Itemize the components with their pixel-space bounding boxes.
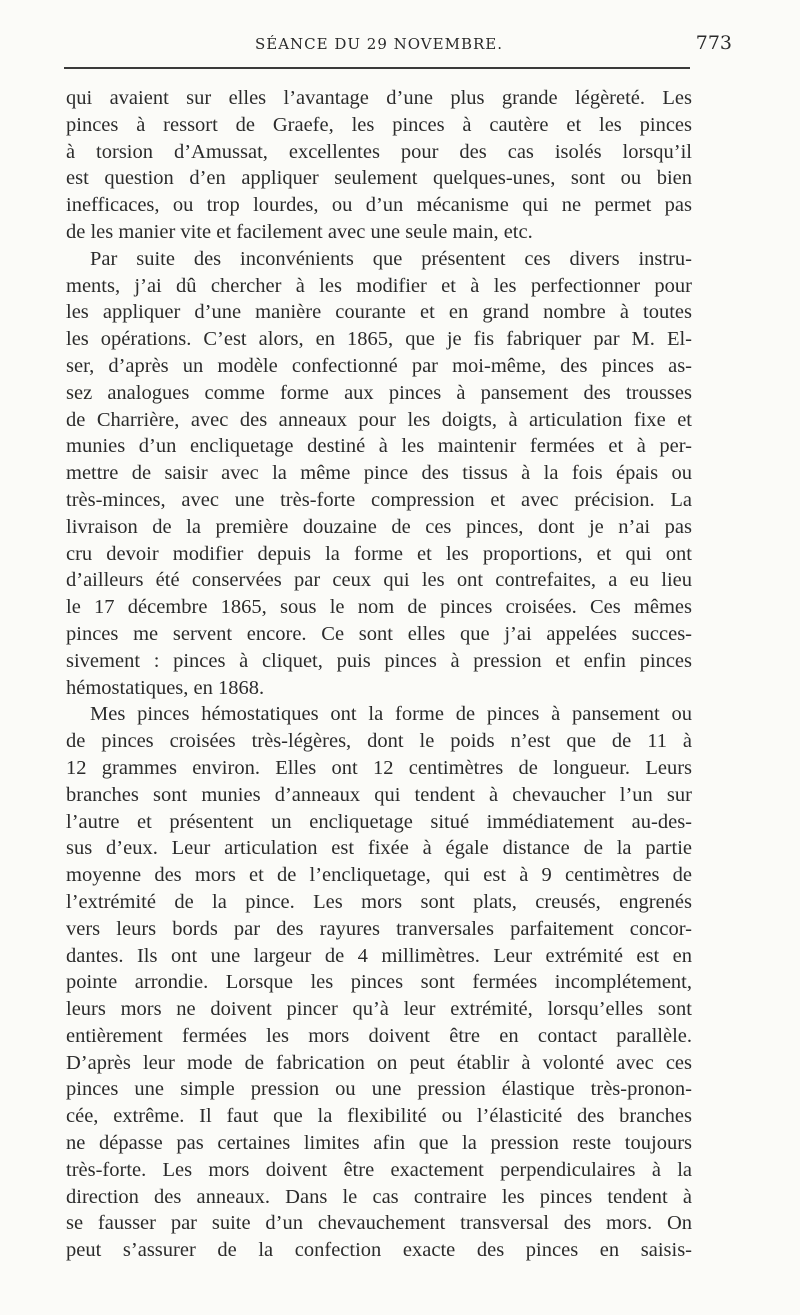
text-line: les opérations. C’est alors, en 1865, que je fis fabriquer par M. El- xyxy=(66,328,692,351)
text-line: ser, d’après un modèle confectionné par moi-même, des pinces as- xyxy=(66,354,692,377)
header-rule xyxy=(64,67,690,69)
text-line: inefficaces, ou trop lourdes, ou d’un mécanisme qui ne permet pas xyxy=(66,194,692,217)
text-line: à torsion d’Amussat, excellentes pour des cas isolés lorsqu’il xyxy=(66,140,692,163)
text-line: Par suite des inconvénients que présentent ces divers instru- xyxy=(90,247,692,270)
running-title: SÉANCE DU 29 NOVEMBRE. xyxy=(254,35,503,53)
text-line: cru devoir modifier depuis la forme et les proportions, et qui ont xyxy=(66,542,692,565)
paragraph xyxy=(66,85,692,246)
text-line: 12 grammes environ. Elles ont 12 centimètres de longueur. Leurs xyxy=(66,756,692,779)
text-line: pointe arrondie. Lorsque les pinces sont fermées incomplétement, xyxy=(66,971,692,994)
text-line: branches sont munies d’anneaux qui tendent à chevaucher l’un sur xyxy=(66,783,692,806)
text-line: se fausser par suite d’un chevauchement transversal des mors. On xyxy=(66,1212,692,1235)
running-head xyxy=(66,32,732,56)
text-line: sez analogues comme forme aux pinces à pansement des trousses xyxy=(66,381,692,404)
text-line: très-forte. Les mors doivent être exactement perpendiculaires à la xyxy=(66,1158,692,1181)
paragraph xyxy=(66,246,692,702)
text-line: entièrement fermées les mors doivent être en contact parallèle. xyxy=(66,1024,692,1047)
text-line: pinces à ressort de Graefe, les pinces à cautère et les pinces xyxy=(66,113,692,136)
text-line: Mes pinces hémostatiques ont la forme de pinces à pansement ou xyxy=(90,703,692,726)
text-line: qui avaient sur elles l’avantage d’une plus grande légèreté. Les xyxy=(66,87,692,109)
text-line: est question d’en appliquer seulement quelques-unes, sont ou bien xyxy=(66,167,692,190)
text-line: livraison de la première douzaine de ces pinces, dont je n’ai pas xyxy=(66,515,692,538)
text-line: de pinces croisées très-légères, dont le poids n’est que de 11 à xyxy=(66,730,692,753)
text-line: le 17 décembre 1865, sous le nom de pinces croisées. Ces mêmes xyxy=(66,596,692,619)
page-number: 773 xyxy=(695,32,732,54)
text-line: moyenne des mors et de l’encliquetage, qui est à 9 centimètres de xyxy=(66,864,692,887)
text-line: pinces me servent encore. Ce sont elles que j’ai appelées succes- xyxy=(66,622,692,645)
text-line: cée, extrême. Il faut que la flexibilité ou l’élasticité des branches xyxy=(66,1105,692,1128)
text-line: l’extrémité de la pince. Les mors sont plats, creusés, engrenés xyxy=(66,890,692,913)
body-text xyxy=(66,85,692,1264)
text-line: peut s’assurer de la confection exacte des pinces en saisis- xyxy=(66,1239,692,1262)
text-line: de Charrière, avec des anneaux pour les doigts, à articulation fixe et xyxy=(66,408,692,431)
text-line: les appliquer d’une manière courante et en grand nombre à toutes xyxy=(66,301,692,324)
text-line: de les manier vite et facilement avec une seule main, etc. xyxy=(66,220,533,243)
text-line: sus d’eux. Leur articulation est fixée à égale distance de la partie xyxy=(66,837,692,860)
paragraph xyxy=(66,701,692,1264)
text-line: mettre de saisir avec la même pince des tissus à la fois épais ou xyxy=(66,462,692,485)
text-line: pinces une simple pression ou une pression élastique très-pronon- xyxy=(66,1078,692,1101)
text-line: sivement : pinces à cliquet, puis pinces à pression et enfin pinces xyxy=(66,649,692,672)
text-line: d’ailleurs été conservées par ceux qui les ont contrefaites, a eu lieu xyxy=(66,569,692,592)
text-line: munies d’un encliquetage destiné à les maintenir fermées et à per- xyxy=(66,435,692,458)
text-line: D’après leur mode de fabrication on peut établir à volonté avec ces xyxy=(66,1051,692,1074)
text-line: vers leurs bords par des rayures tranversales parfaitement concor- xyxy=(66,917,692,940)
text-line: leurs mors ne doivent pincer qu’à leur extrémité, lorsqu’elles sont xyxy=(66,998,692,1021)
text-line: très-minces, avec une très-forte compression et avec précision. La xyxy=(66,488,692,511)
text-line: l’autre et présentent un encliquetage situé immédiatement au-des- xyxy=(66,810,692,833)
text-line: dantes. Ils ont une largeur de 4 millimètres. Leur extrémité est en xyxy=(66,944,692,967)
text-line: hémostatiques, en 1868. xyxy=(66,676,265,699)
text-line: direction des anneaux. Dans le cas contraire les pinces tendent à xyxy=(66,1185,692,1208)
text-line: ne dépasse pas certaines limites afin que la pression reste toujours xyxy=(66,1132,692,1155)
text-line: ments, j’ai dû chercher à les modifier et à les perfectionner pour xyxy=(66,274,692,297)
